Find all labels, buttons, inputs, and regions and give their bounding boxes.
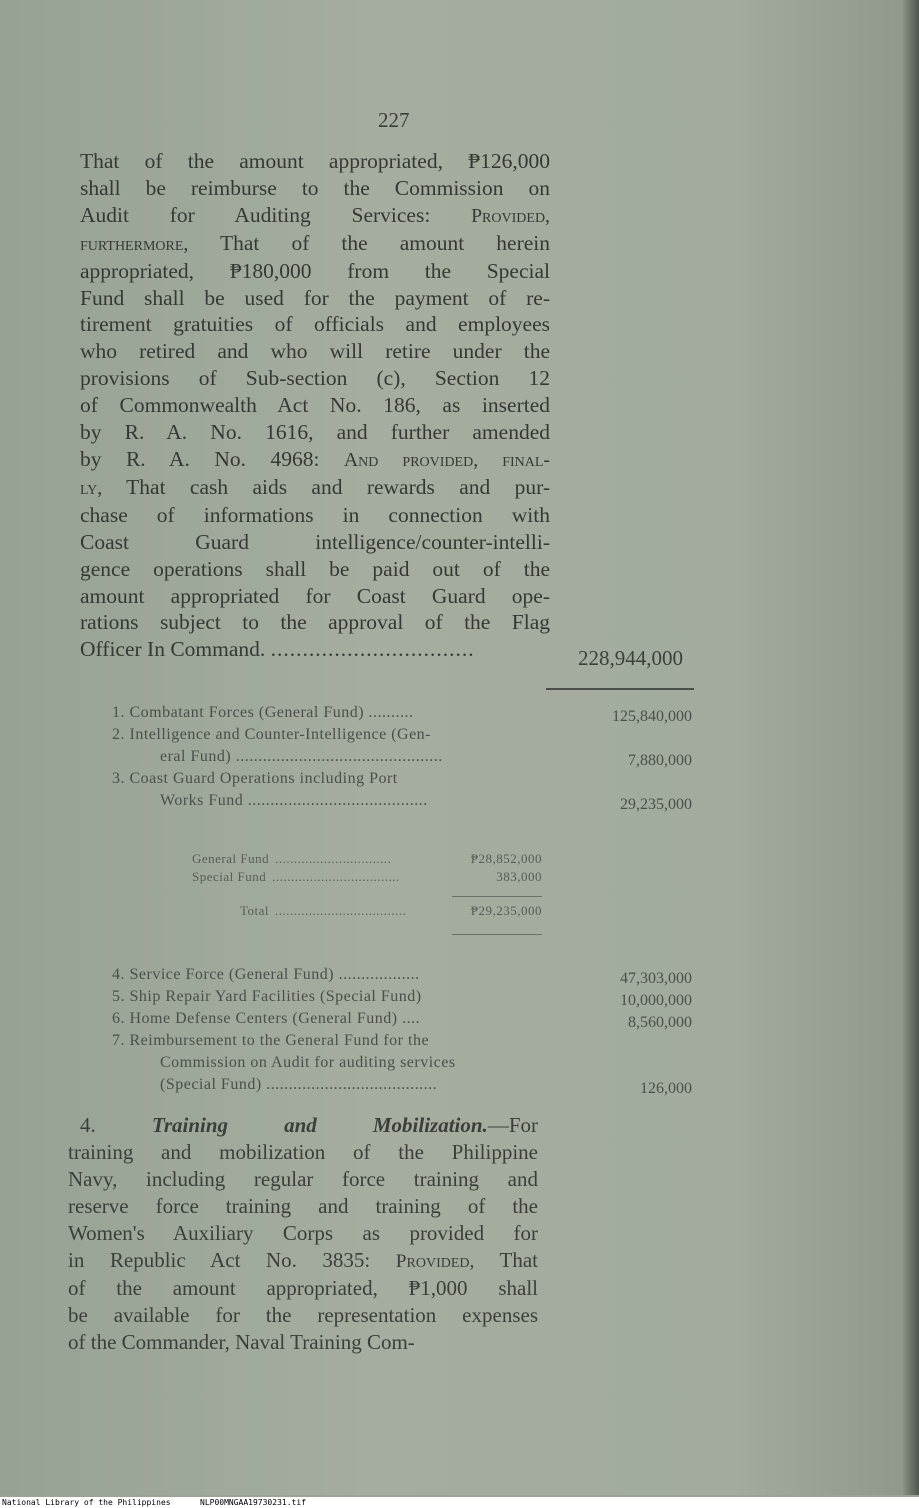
training-heading-line [68,1112,538,1139]
section-heading: Training and Mobilization. [151,1113,488,1137]
breakdown-total-row [192,902,542,920]
line-text: Coast Guard intelligence/counter-intelli- [80,529,550,554]
line-item: 6. Home Defense Centers (General Fund) .... [112,1010,421,1027]
text-line [80,583,550,610]
breakdown-total-rule [452,934,542,935]
section-number: 4. [80,1113,96,1137]
text-line [80,338,550,365]
breakdown-total-value: ₱29,235,000 [470,903,542,918]
line-item-amount: 29,235,000 [620,796,692,813]
text-line [80,392,550,419]
line-text: That of the amount appropriated, ₱126,000 [80,149,550,173]
line-text: rations subject to the approval of the Flag [80,610,550,635]
line-text: That of the amount herein [188,230,550,255]
total-underline [546,688,694,690]
breakdown-total-label: Total [240,903,270,918]
general-fund-label: General Fund [192,851,270,866]
line-text: training and mobilization of the Philippine [68,1139,538,1164]
line-text: amount appropriated for Coast Guard ope- [80,583,550,608]
line-text: Fund shall be used for the payment of re- [80,285,550,310]
line-item: 4. Service Force (General Fund) .................. [112,966,420,983]
text-line [68,1166,538,1193]
line-text: of the amount appropriated, ₱1,000 shall [68,1276,538,1301]
text-line [68,1329,538,1356]
special-fund-value: 383,000 [496,869,542,884]
line-items-group-a [112,702,542,812]
breakdown-subtotal-rule [452,896,542,897]
text-line [80,202,550,230]
text-line [80,609,550,636]
general-fund-row [192,850,542,868]
line-text: by R. A. No. 4968: [80,446,344,471]
small-caps-text: Provided, [395,1250,475,1272]
main-paragraph [80,148,550,663]
special-fund-row [192,868,542,886]
small-caps-text: Provided, [471,204,550,227]
line-text: in Republic Act No. 3835: [68,1247,396,1272]
line-text: That cash aids and rewards and pur- [102,474,550,499]
main-total-amount: 228,944,000 [578,646,683,670]
line-item-amount: 8,560,000 [628,1014,692,1031]
line-item-amount: 47,303,000 [620,970,692,987]
line-item: 7. Reimbursement to the General Fund for the [112,1032,430,1049]
line-text: appropriated, ₱180,000 from the Special [80,258,550,283]
leader-dots: ................................ [270,637,475,662]
footer-library-name: National Library of the Philippines [2,1498,171,1507]
footer-file-name: NLP00MNGAA19730231.tif [200,1498,306,1507]
training-paragraph [68,1112,538,1356]
line-item: 2. Intelligence and Counter-Intelligence (Gen- [112,726,431,743]
line-item: 1. Combatant Forces (General Fund) .......... [112,704,414,721]
breakdown-total-dots: ................................... [275,903,407,918]
line-text: gence operations shall be paid out of the [80,556,550,581]
scan-footer [0,1497,919,1508]
page-number: 227 [378,108,410,132]
line-text: Navy, including regular force training and [68,1166,538,1191]
line-item-amount: 125,840,000 [612,708,692,725]
text-line [80,311,550,338]
text-line [68,1193,538,1220]
text-line [80,175,550,202]
text-line [68,1139,538,1166]
line-item-amount: 126,000 [640,1080,692,1097]
text-line [80,636,550,663]
line-item: Commission on Audit for auditing services [160,1054,456,1071]
special-fund-dots: .................................. [272,869,400,884]
line-text: reserve force training and training of the [68,1193,538,1218]
text-line [80,419,550,446]
general-fund-dots: ............................... [275,851,392,866]
text-line [80,556,550,583]
text-line [68,1302,538,1329]
text-line [80,285,550,312]
line-text: shall be reimburse to the Commission on [80,175,550,200]
text-line [80,446,550,474]
text-line [68,1247,538,1276]
text-line [68,1275,538,1302]
heading-dash-text: —For [487,1113,538,1137]
line-text: Women's Auxiliary Corps as provided for [68,1220,538,1245]
line-text: provisions of Sub-section (c), Section 12 [80,366,550,391]
line-text: who retired and who will retire under the [80,339,550,364]
line-text: Officer In Command. [80,637,271,662]
line-item: eral Fund) .............................................. [160,748,443,765]
page-edge-shadow [903,0,919,1495]
text-line [80,148,550,175]
line-item: 3. Coast Guard Operations including Port [112,770,398,787]
line-text: by R. A. No. 1616, and further amended [80,420,550,445]
special-fund-label: Special Fund [192,869,267,884]
line-item: Works Fund ........................................ [160,792,428,809]
text-line [80,529,550,556]
line-item-amount: 7,880,000 [628,752,692,769]
line-text: be available for the representation expenses [68,1303,538,1328]
text-line [68,1220,538,1247]
line-text: That [474,1247,538,1272]
line-text: Audit for Auditing Services: [80,202,472,227]
text-line [80,230,550,258]
text-line [80,502,550,529]
text-line [80,365,550,392]
text-line [80,258,550,285]
line-text: tirement gratuities of officials and employees [80,312,550,337]
line-items-group-b [112,964,542,1096]
line-text: of the Commander, Naval Training Com- [68,1330,415,1355]
small-caps-text: And provided, final- [343,448,550,471]
small-caps-text: ly, [80,476,103,499]
general-fund-value: ₱28,852,000 [470,851,542,866]
text-line [80,474,550,502]
line-item: (Special Fund) ...................................... [160,1076,438,1093]
line-item-amount: 10,000,000 [620,992,692,1009]
small-caps-text: furthermore, [80,232,189,255]
line-text: chase of informations in connection with [80,502,550,527]
fund-breakdown [192,850,542,920]
line-item: 5. Ship Repair Yard Facilities (Special Fund) [112,988,422,1005]
line-text: of Commonwealth Act No. 186, as inserted [80,393,550,418]
